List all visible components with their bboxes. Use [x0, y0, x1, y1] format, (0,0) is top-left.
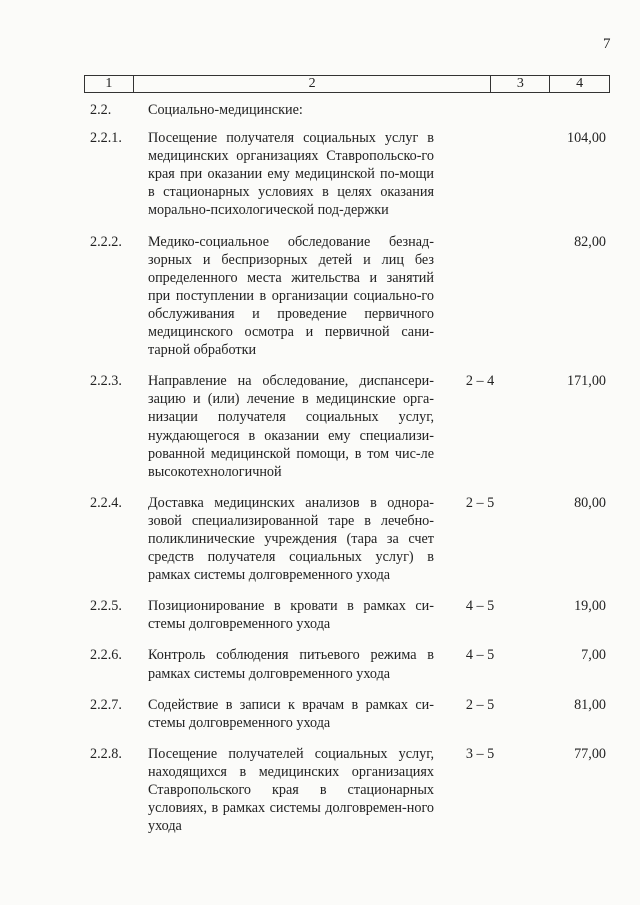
section-row	[0, 101, 640, 119]
header-col-4: 4	[576, 76, 584, 91]
row-text: Контроль соблюдения питьевого режима в рамках системы долговременного ухода	[148, 647, 434, 682]
row-range	[434, 129, 526, 219]
row-range: 2 – 4	[465, 373, 495, 390]
table-row	[0, 372, 640, 481]
table-row	[0, 696, 640, 732]
row-code: 2.2.4.	[90, 494, 122, 511]
row-code: 2.2.5.	[90, 598, 122, 615]
row-price: 171,00	[566, 373, 606, 390]
row-code: 2.2.7.	[90, 696, 122, 713]
row-code: 2.2.2.	[90, 233, 122, 250]
row-range: 2 – 5	[465, 696, 495, 713]
services-table	[0, 101, 640, 848]
row-range: 4 – 5	[465, 647, 495, 664]
table-row	[0, 597, 640, 633]
row-price: 77,00	[574, 745, 606, 762]
row-range: 3 – 5	[465, 745, 495, 762]
row-code: 2.2.1.	[90, 130, 122, 147]
row-range: 4 – 5	[465, 598, 495, 615]
table-row	[0, 129, 640, 219]
row-text: Медико-социальное обследование безнад-зорных и беспризорных детей и лиц без определенного места жительства и занятий при поступлении в организации социально-го обслуживания и проведение первичного медицинского осмотра и первичной сани-тарной обработки	[148, 233, 434, 359]
row-price: 7,00	[581, 647, 606, 664]
row-text: Посещение получателей социальных услуг, находящихся в медицинских организациях Ставропольского края в стационарных условиях, в рамках системы долговремен-ного ухода	[148, 745, 434, 835]
row-range	[434, 233, 526, 360]
row-text: Посещение получателя социальных услуг в медицинских организациях Ставропольско-го края при оказании ему медицинской по-мощи в стационарных условиях в целях оказания морально-психологической под-держки	[148, 130, 434, 219]
row-text: Доставка медицинских анализов в однора-зовой специализированной таре в лечебно-поликлинические учреждения (тара за счет средств получателя социальных услуг) в рамках системы долговременного ухода	[148, 494, 434, 584]
row-price: 81,00	[574, 696, 606, 713]
row-text: Содействие в записи к врачам в рамках си-стемы долговременного ухода	[148, 696, 434, 731]
header-col-3: 3	[491, 76, 550, 92]
section-code: 2.2.	[90, 102, 112, 118]
row-price: 82,00	[574, 233, 606, 250]
row-range: 2 – 5	[465, 494, 495, 511]
table-row	[0, 646, 640, 682]
header-col-1: 1	[85, 76, 134, 92]
page-number: 7	[603, 36, 611, 52]
header-col-2: 2	[134, 76, 492, 92]
row-code: 2.2.6.	[90, 647, 122, 664]
row-code: 2.2.8.	[90, 745, 122, 762]
table-row	[0, 745, 640, 835]
row-text: Направление на обследование, диспансери-зацию и (или) лечение в медицинские орга-низации получателя социальных услуг, нуждающегося в оказании ему специализи-рованной медицинской помощи, в том чис-ле высокотехнологичной	[148, 373, 434, 480]
row-code: 2.2.3.	[90, 373, 122, 390]
table-row	[0, 494, 640, 584]
row-text: Позиционирование в кровати в рамках си-стемы долговременного ухода	[148, 598, 434, 633]
row-price: 80,00	[574, 494, 606, 511]
row-price: 104,00	[566, 130, 606, 147]
table-header	[84, 75, 610, 93]
table-row	[0, 233, 640, 360]
row-price: 19,00	[574, 598, 606, 615]
section-title: Социально-медицинские:	[148, 102, 303, 118]
